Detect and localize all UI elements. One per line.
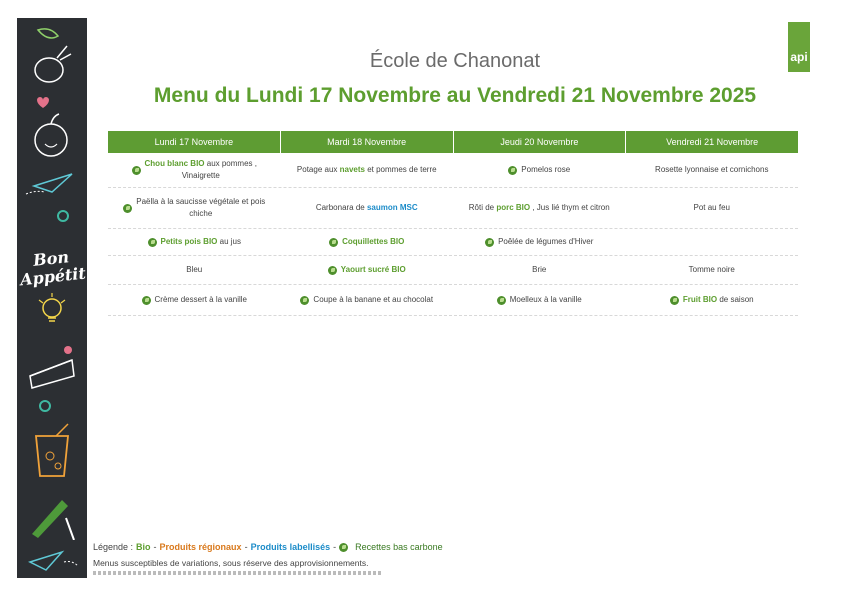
legend-separator: - [333, 542, 337, 552]
menu-row [108, 229, 798, 256]
menu-cell [626, 188, 799, 228]
low-carbon-leaf-icon [485, 238, 494, 247]
dish-text-part: Brie [532, 265, 547, 274]
day-header-row [108, 131, 798, 153]
dish-text-part: Crème dessert à la vanille [154, 295, 247, 304]
dish-text-part: Bleu [186, 265, 203, 274]
dish-text [532, 264, 546, 276]
dish-text-part: Poêlée de légumes d'Hiver [498, 237, 594, 246]
juice-glass-icon [17, 422, 87, 482]
dish-text-part: de saison [717, 295, 754, 304]
menu-row [108, 256, 798, 285]
menu-cell [108, 285, 281, 315]
low-carbon-leaf-icon [123, 204, 132, 213]
apple-doodle-icon [17, 110, 87, 162]
legend-labelled: Produits labellisés [250, 542, 331, 552]
dish-text [313, 294, 433, 306]
fine-print [93, 571, 383, 575]
dish-text-part: , Jus lié thym et citron [530, 203, 610, 212]
disclaimer-note: Menus susceptibles de variations, sous réserve des approvisionnements. [93, 558, 369, 568]
dish-text-part: Yaourt sucré BIO [340, 265, 406, 274]
menu-cell [281, 188, 454, 228]
cake-slice-icon [17, 336, 87, 392]
dish-text-part: Tomme noire [688, 265, 735, 274]
dish-text-part: Coquillettes BIO [342, 237, 405, 246]
low-carbon-leaf-icon [497, 296, 506, 305]
dish-text-part: Fruit BIO [682, 295, 718, 304]
dish-text-part: Carbonara de [315, 203, 367, 212]
dish-text-part: et pommes de terre [364, 165, 437, 174]
dish-text-part: Rôti de [468, 203, 497, 212]
menu-cell [453, 285, 626, 315]
dish-text-part: au jus [217, 237, 241, 246]
dish-text [136, 196, 265, 220]
paper-plane-icon [17, 544, 87, 574]
dish-text-part: Potage aux [296, 165, 340, 174]
legend-bio: Bio [136, 542, 151, 552]
legend-separator: - [244, 542, 248, 552]
dish-text-part: saumon MSC [366, 203, 418, 212]
low-carbon-leaf-icon [670, 296, 679, 305]
menu-row [108, 285, 798, 316]
dish-text [689, 264, 735, 276]
dish-text-part: Petits pois BIO [160, 237, 218, 246]
menu-cell [281, 285, 454, 315]
menu-row [108, 188, 798, 229]
menu-cell [281, 229, 454, 255]
low-carbon-leaf-icon [148, 238, 157, 247]
bon-appetit-text: Bon Appétit [19, 247, 87, 290]
low-carbon-leaf-icon [329, 238, 338, 247]
dish-text [186, 264, 202, 276]
dish-text [694, 202, 730, 214]
day-header: Vendredi 21 Novembre [626, 131, 798, 153]
dish-text [297, 164, 437, 176]
low-carbon-leaf-icon [300, 296, 309, 305]
dish-text [316, 202, 418, 214]
dish-text-part: Chou blanc BIO [144, 159, 205, 168]
low-carbon-leaf-icon [328, 266, 337, 275]
menu-cell [453, 256, 626, 284]
dish-text [655, 164, 768, 176]
day-header: Mardi 18 Novembre [281, 131, 454, 153]
dish-text-part: Paëlla à la saucisse végétale et pois chiche [136, 197, 266, 218]
brand-logo: api [788, 22, 810, 72]
dish-text [510, 294, 582, 306]
menu-cell [453, 188, 626, 228]
dish-text [683, 294, 754, 306]
day-header: Jeudi 20 Novembre [454, 131, 627, 153]
flower-doodle-icon [17, 208, 87, 224]
legend-low-carbon: Recettes bas carbone [355, 542, 443, 552]
legend [93, 542, 443, 552]
menu-cell [453, 153, 626, 187]
menu-cell [108, 153, 281, 187]
menu-title: Menu du Lundi 17 Novembre au Vendredi 21 Novembre 2025 [153, 84, 757, 107]
menu-cell [108, 256, 281, 284]
dish-text [161, 236, 241, 248]
dish-text [521, 164, 570, 176]
dish-text-part: Pomelos rose [521, 165, 571, 174]
flower-doodle-icon [17, 398, 87, 414]
menu-cell [626, 229, 799, 255]
dish-text [469, 202, 610, 214]
dish-text-part: porc BIO [496, 203, 531, 212]
menu-cell [626, 285, 799, 315]
legend-separator: - [153, 542, 157, 552]
dish-text-part: Pot au feu [693, 203, 730, 212]
menu-row [108, 153, 798, 188]
menu-cell [108, 229, 281, 255]
dish-text-part: aux pommes , Vinaigrette [181, 159, 257, 180]
menu-cell [453, 229, 626, 255]
low-carbon-leaf-icon [132, 166, 141, 175]
day-header: Lundi 17 Novembre [108, 131, 281, 153]
school-name: École de Chanonat [369, 50, 541, 72]
dish-text-part: Coupe à la banane et au chocolat [313, 295, 434, 304]
dish-text [155, 294, 247, 306]
menu-cell [281, 153, 454, 187]
dish-text [498, 236, 593, 248]
lightbulb-icon [17, 290, 87, 330]
dish-text [342, 236, 404, 248]
menu-cell [108, 188, 281, 228]
menu-rows [108, 153, 798, 316]
dish-text-part: navets [339, 165, 365, 174]
dish-text-part: Rosette lyonnaise et cornichons [655, 165, 769, 174]
menu-grid [108, 131, 798, 316]
legend-prefix: Légende : [93, 542, 134, 552]
low-carbon-leaf-icon [142, 296, 151, 305]
menu-cell [281, 256, 454, 284]
menu-cell [626, 256, 799, 284]
low-carbon-leaf-icon [508, 166, 517, 175]
low-carbon-leaf-icon [339, 543, 348, 552]
dish-text [341, 264, 406, 276]
pencil-icon [17, 490, 87, 540]
dish-text-part: Moelleux à la vanille [509, 295, 582, 304]
menu-cell [626, 153, 799, 187]
legend-regional: Produits régionaux [159, 542, 242, 552]
paper-plane-icon [17, 168, 87, 198]
dish-text [145, 158, 257, 182]
